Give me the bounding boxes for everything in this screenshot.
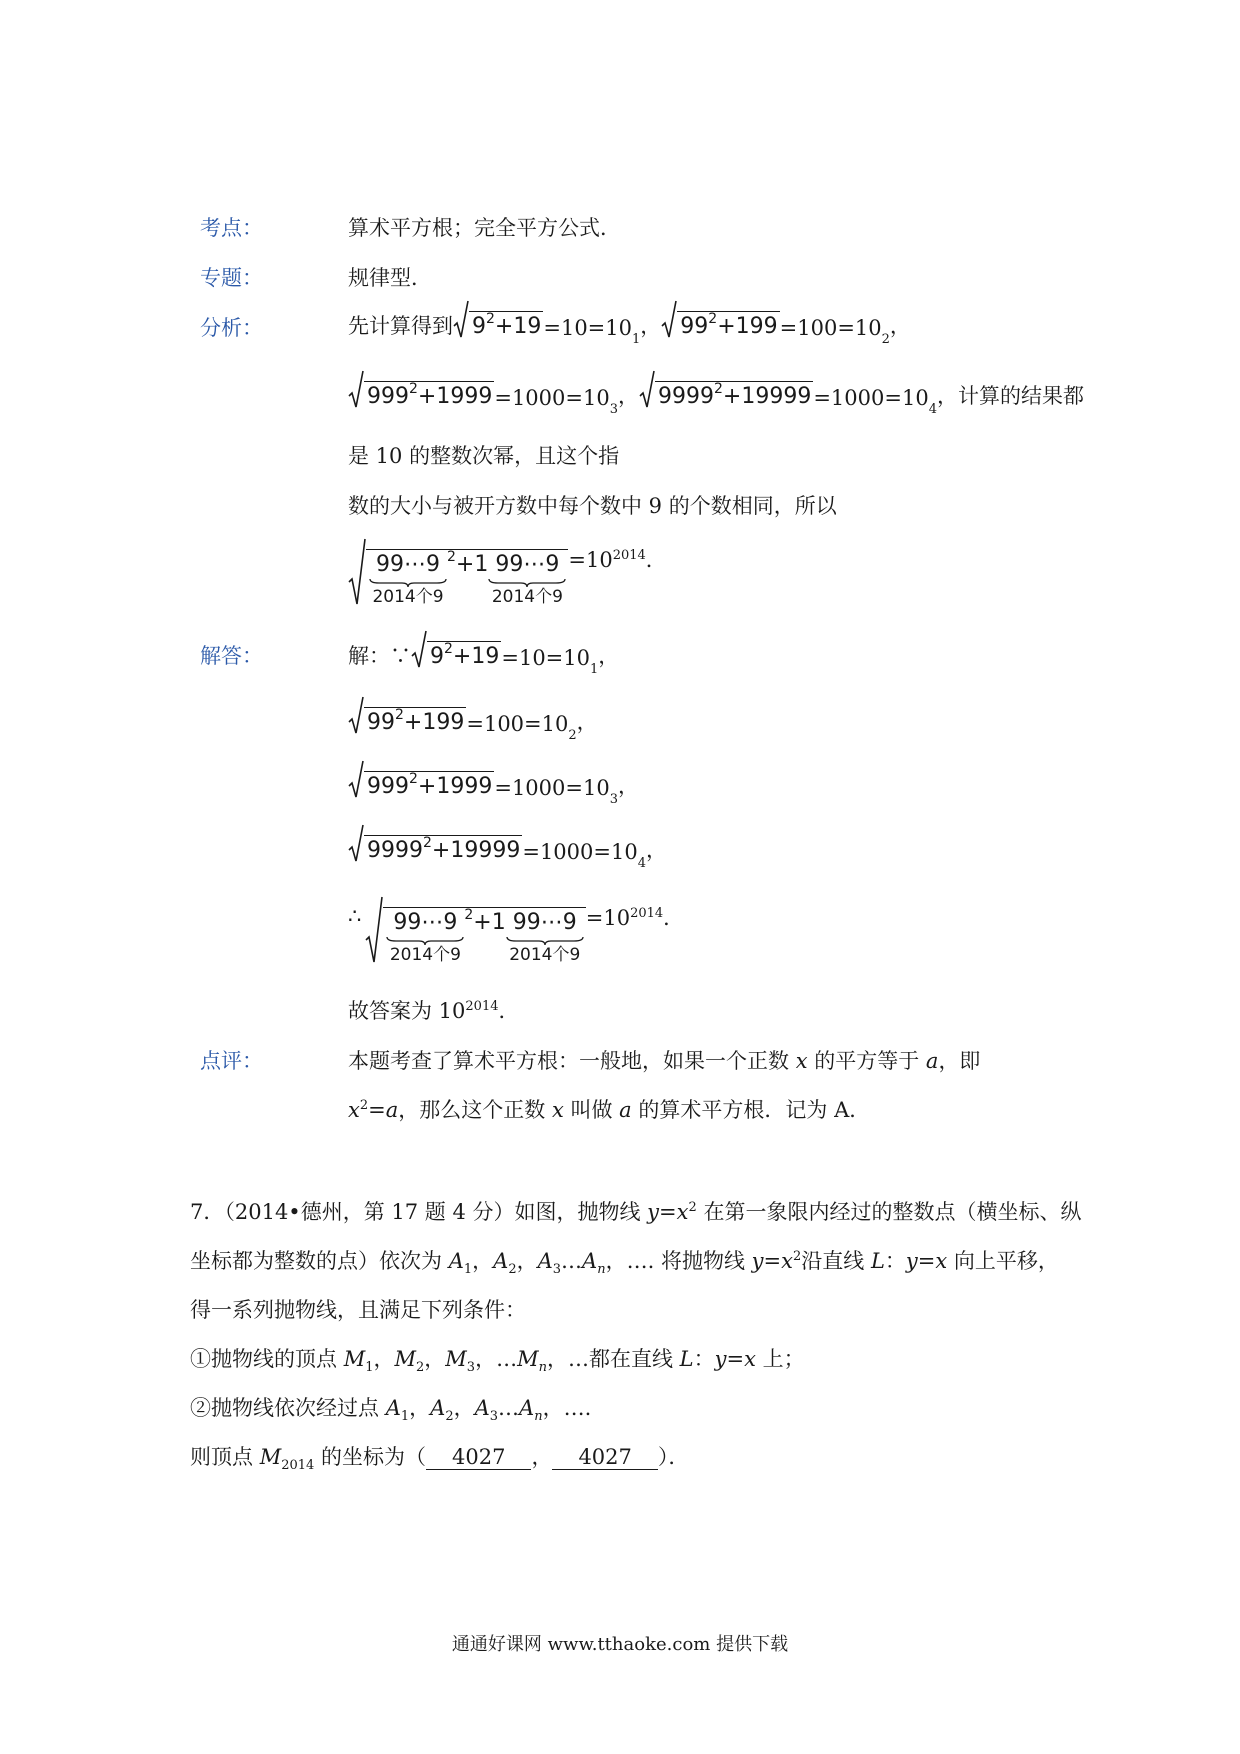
brace-group-a: 99⋯9 2014个9 — [369, 552, 447, 606]
label-jieda: 解答： — [200, 644, 263, 668]
question-line-2: 坐标都为整数的点）依次为 $A_1$，$A_2$，$A_3\dots A_n$，…. 将抛物线 $y=x^2$沿直线 L：y=x 向上平移， — [190, 1249, 1059, 1278]
fenxi-v2: =100=10 — [779, 316, 882, 340]
sqrt-jieda-3: 999 $^2$ +1999 — [348, 760, 494, 800]
brace-group-b: 99⋯9 2014个9 — [488, 552, 566, 606]
label-zhuanti: 专题： — [200, 266, 263, 290]
brace-group-b-jieda: 99⋯9 2014个9 — [506, 910, 584, 964]
sqrt-9sq-19: 9 $^2$ +19 — [453, 300, 543, 340]
fenxi-line-3: 是 10 的整数次幂，且这个指 — [348, 444, 620, 468]
label-dianping: 点评： — [200, 1049, 263, 1073]
sqrt-big-fenxi: 99⋯9 2014个9 $^2$ +1 99⋯9 2014个9 — [348, 538, 568, 606]
sqrt-jieda-4: 9999 $^2$ +19999 — [348, 824, 522, 864]
zhuanti-text: 规律型． — [348, 266, 432, 290]
dianping-line-1: 本题考查了算术平方根：一般地，如果一个正数 x 的平方等于 a，即 — [348, 1049, 981, 1073]
question-line-3: 得一系列抛物线，且满足下列条件： — [190, 1298, 526, 1322]
fenxi-big-formula: 99⋯9 2014个9 $^2$ +1 99⋯9 2014个9 $=10^{2014}$． — [348, 538, 667, 606]
question-line-1: 7．（2014•德州，第 17 题 4 分）如图，抛物线 $y=x^2$ 在第一象限内经过的整数点（横坐标、纵 — [190, 1200, 1082, 1224]
sqrt-99sq-199: 99 $^2$ +199 — [661, 300, 779, 340]
jieda-line-3: 999 $^2$ +1999 =1000=10 3 ， — [348, 760, 639, 800]
jieda-line-2: 99 $^2$ +199 =100=10 2 ， — [348, 696, 598, 736]
label-kaodian: 考点： — [200, 216, 263, 240]
question-condition-2: ②抛物线依次经过点 $A_1$，$A_2$，$A_3\dots A_n$，…. — [190, 1396, 592, 1425]
jieda-answer: 故答案为 $10^{2014}$． — [348, 999, 520, 1023]
dianping-line-2: $x^2=a$，那么这个正数 x 叫做 a 的算术平方根．记为 A． — [348, 1098, 871, 1122]
answer-blank-y: 4027 — [552, 1445, 657, 1470]
fenxi-line-2: 999 $^2$ +1999 =1000=10 3 ， 9999 $^2$ +19999 =1000=10 4 ，计算的结果都 — [348, 370, 1084, 410]
fenxi-line-1: 先计算得到 9 $^2$ +19 =10=10 1 ， 99 $^2$ +199 =100=10 2 ， — [348, 300, 911, 340]
fenxi-prefix: 先计算得到 — [348, 314, 453, 338]
question-condition-1: ①抛物线的顶点 $M_1$，$M_2$，$M_3$，$\dots M_n$，…都在直线 L：y=x 上； — [190, 1347, 805, 1376]
jieda-line-4: 9999 $^2$ +19999 =1000=10 4 ， — [348, 824, 667, 864]
sqrt-jieda-2: 99 $^2$ +199 — [348, 696, 466, 736]
fenxi-v4: =1000=10 — [813, 386, 929, 410]
fenxi-v1: =10=10 — [543, 316, 632, 340]
answer-blank-x: 4027 — [426, 1445, 531, 1470]
label-fenxi: 分析： — [200, 316, 263, 340]
fenxi-v3: =1000=10 — [494, 386, 610, 410]
jieda-line-1: 解：∵ 9 $^2$ +19 =10=10 1 ， — [348, 630, 619, 670]
sqrt-big-jieda: 99⋯9 2014个9 $^2$ +1 99⋯9 2014个9 — [365, 896, 585, 964]
jieda-big-formula: ∴ 99⋯9 2014个9 $^2$ +1 99⋯9 2014个9 $=10^{2014}$． — [348, 896, 684, 964]
kaodian-text: 算术平方根；完全平方公式． — [348, 216, 621, 240]
sqrt-9999sq-19999: 9999 $^2$ +19999 — [639, 370, 813, 410]
question-final-line: 则顶点 $M_{2014}$ 的坐标为（ 4027 ， 4027 ）． — [190, 1445, 690, 1474]
brace-group-a-jieda: 99⋯9 2014个9 — [386, 910, 464, 964]
fenxi-line-4: 数的大小与被开方数中每个数中 9 的个数相同，所以 — [348, 494, 837, 518]
sqrt-jieda-1: 9 $^2$ +19 — [411, 630, 501, 670]
page-footer: 通通好课网 www.tthaoke.com 提供下载 — [451, 1634, 789, 1655]
sqrt-999sq-1999: 999 $^2$ +1999 — [348, 370, 494, 410]
